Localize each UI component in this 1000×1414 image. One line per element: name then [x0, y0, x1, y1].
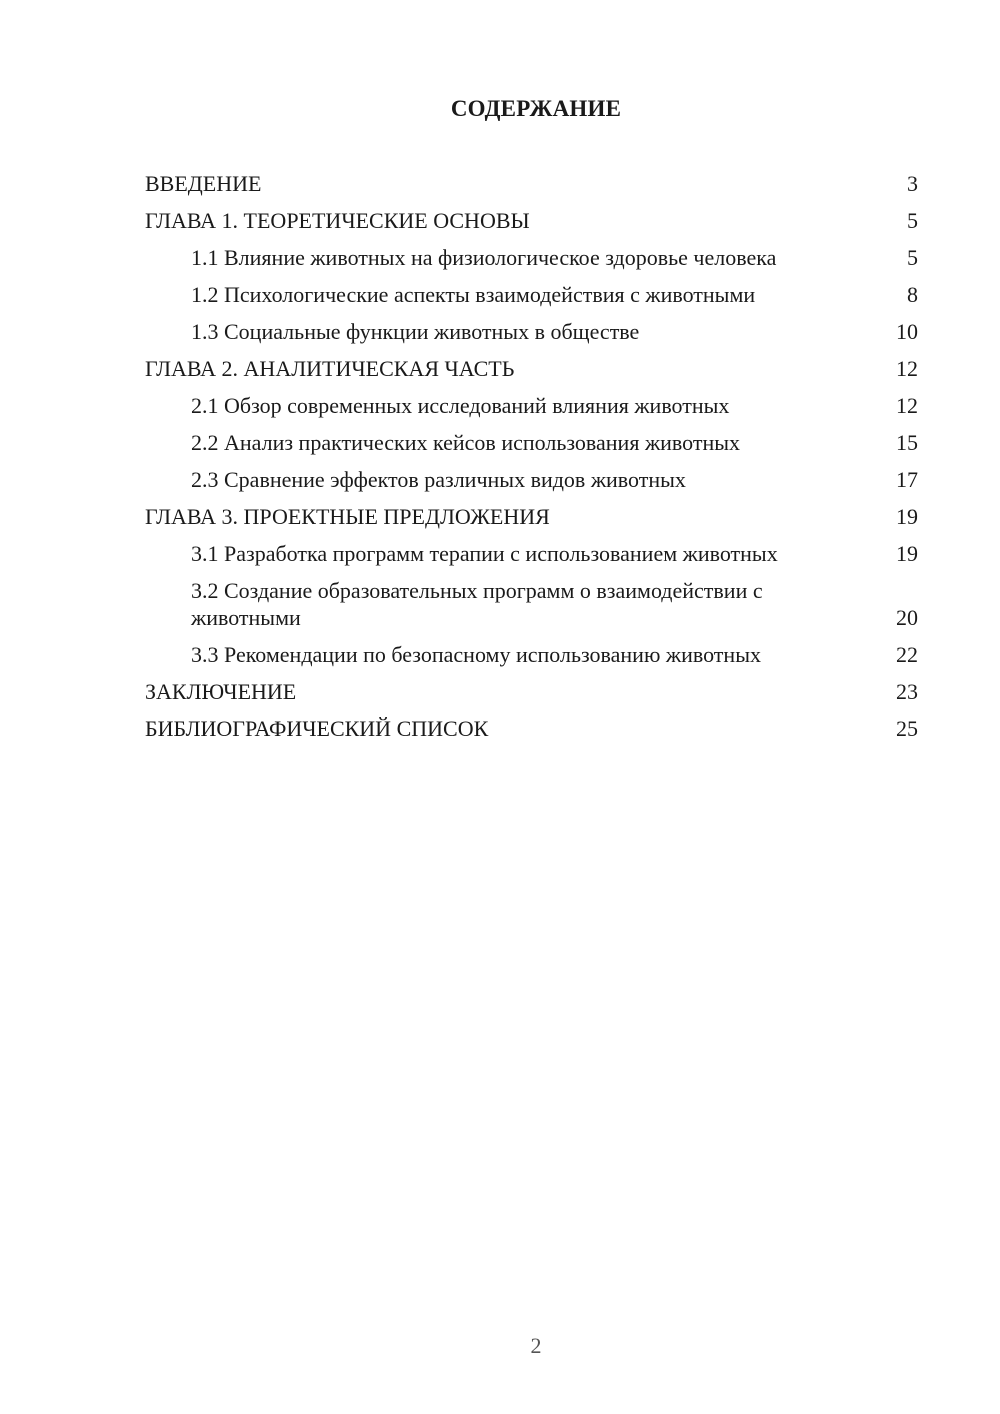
toc-entry-conclusion[interactable]	[145, 678, 918, 705]
toc-entry-section-3-3[interactable]	[145, 641, 918, 668]
toc-entry-page: 25	[896, 716, 918, 741]
toc-entry-section-2-2[interactable]	[145, 429, 918, 456]
toc-entry-label: 3.2 Создание образовательных программ о взаимодействии с животными	[191, 578, 763, 630]
toc-entry-chapter-2[interactable]	[145, 355, 918, 382]
toc-entry-page: 5	[907, 245, 918, 270]
toc-entry-section-1-1[interactable]	[145, 244, 918, 271]
toc-entry-label: 1.3 Социальные функции животных в обществе	[191, 319, 640, 344]
toc-entry-page: 22	[896, 642, 918, 667]
toc-entry-label: ГЛАВА 1. ТЕОРЕТИЧЕСКИЕ ОСНОВЫ	[145, 208, 530, 233]
toc-entry-page: 10	[896, 319, 918, 344]
table-of-contents	[145, 170, 918, 752]
toc-entry-section-1-2[interactable]	[145, 281, 918, 308]
toc-entry-label: ГЛАВА 2. АНАЛИТИЧЕСКАЯ ЧАСТЬ	[145, 356, 515, 381]
toc-entry-label: 3.1 Разработка программ терапии с использованием животных	[191, 541, 778, 566]
toc-entry-label: 2.1 Обзор современных исследований влияния животных	[191, 393, 730, 418]
toc-entry-page: 3	[907, 171, 918, 196]
toc-entry-section-1-3[interactable]	[145, 318, 918, 345]
toc-entry-label: 1.2 Психологические аспекты взаимодействия с животными	[191, 282, 756, 307]
toc-entry-label: ВВЕДЕНИЕ	[145, 171, 262, 196]
toc-entry-label: 1.1 Влияние животных на физиологическое здоровье человека	[191, 245, 777, 270]
page-number: 2	[530, 1333, 542, 1358]
toc-entry-page: 15	[896, 430, 918, 455]
toc-entry-section-3-1[interactable]	[145, 540, 918, 567]
toc-title: СОДЕРЖАНИЕ	[450, 96, 622, 121]
toc-entry-label: 3.3 Рекомендации по безопасному использованию животных	[191, 642, 761, 667]
toc-entry-page: 20	[896, 605, 918, 630]
toc-entry-page: 23	[896, 679, 918, 704]
toc-entry-label: ЗАКЛЮЧЕНИЕ	[145, 679, 297, 704]
toc-entry-bibliography[interactable]	[145, 715, 918, 742]
toc-entry-label: 2.3 Сравнение эффектов различных видов животных	[191, 467, 686, 492]
toc-entry-page: 12	[896, 393, 918, 418]
toc-entry-chapter-1[interactable]	[145, 207, 918, 234]
toc-entry-label: ГЛАВА 3. ПРОЕКТНЫЕ ПРЕДЛОЖЕНИЯ	[145, 504, 550, 529]
toc-entry-page: 19	[896, 541, 918, 566]
toc-entry-page: 19	[896, 504, 918, 529]
toc-entry-page: 5	[907, 208, 918, 233]
toc-entry-chapter-3[interactable]	[145, 503, 918, 530]
toc-entry-section-3-2[interactable]	[145, 577, 918, 631]
toc-entry-section-2-3[interactable]	[145, 466, 918, 493]
toc-entry-introduction[interactable]	[145, 170, 918, 197]
toc-entry-page: 8	[907, 282, 918, 307]
toc-entry-page: 17	[896, 467, 918, 492]
toc-entry-label: БИБЛИОГРАФИЧЕСКИЙ СПИСОК	[145, 716, 489, 741]
toc-entry-section-2-1[interactable]	[145, 392, 918, 419]
toc-entry-page: 12	[896, 356, 918, 381]
toc-entry-label: 2.2 Анализ практических кейсов использования животных	[191, 430, 741, 455]
